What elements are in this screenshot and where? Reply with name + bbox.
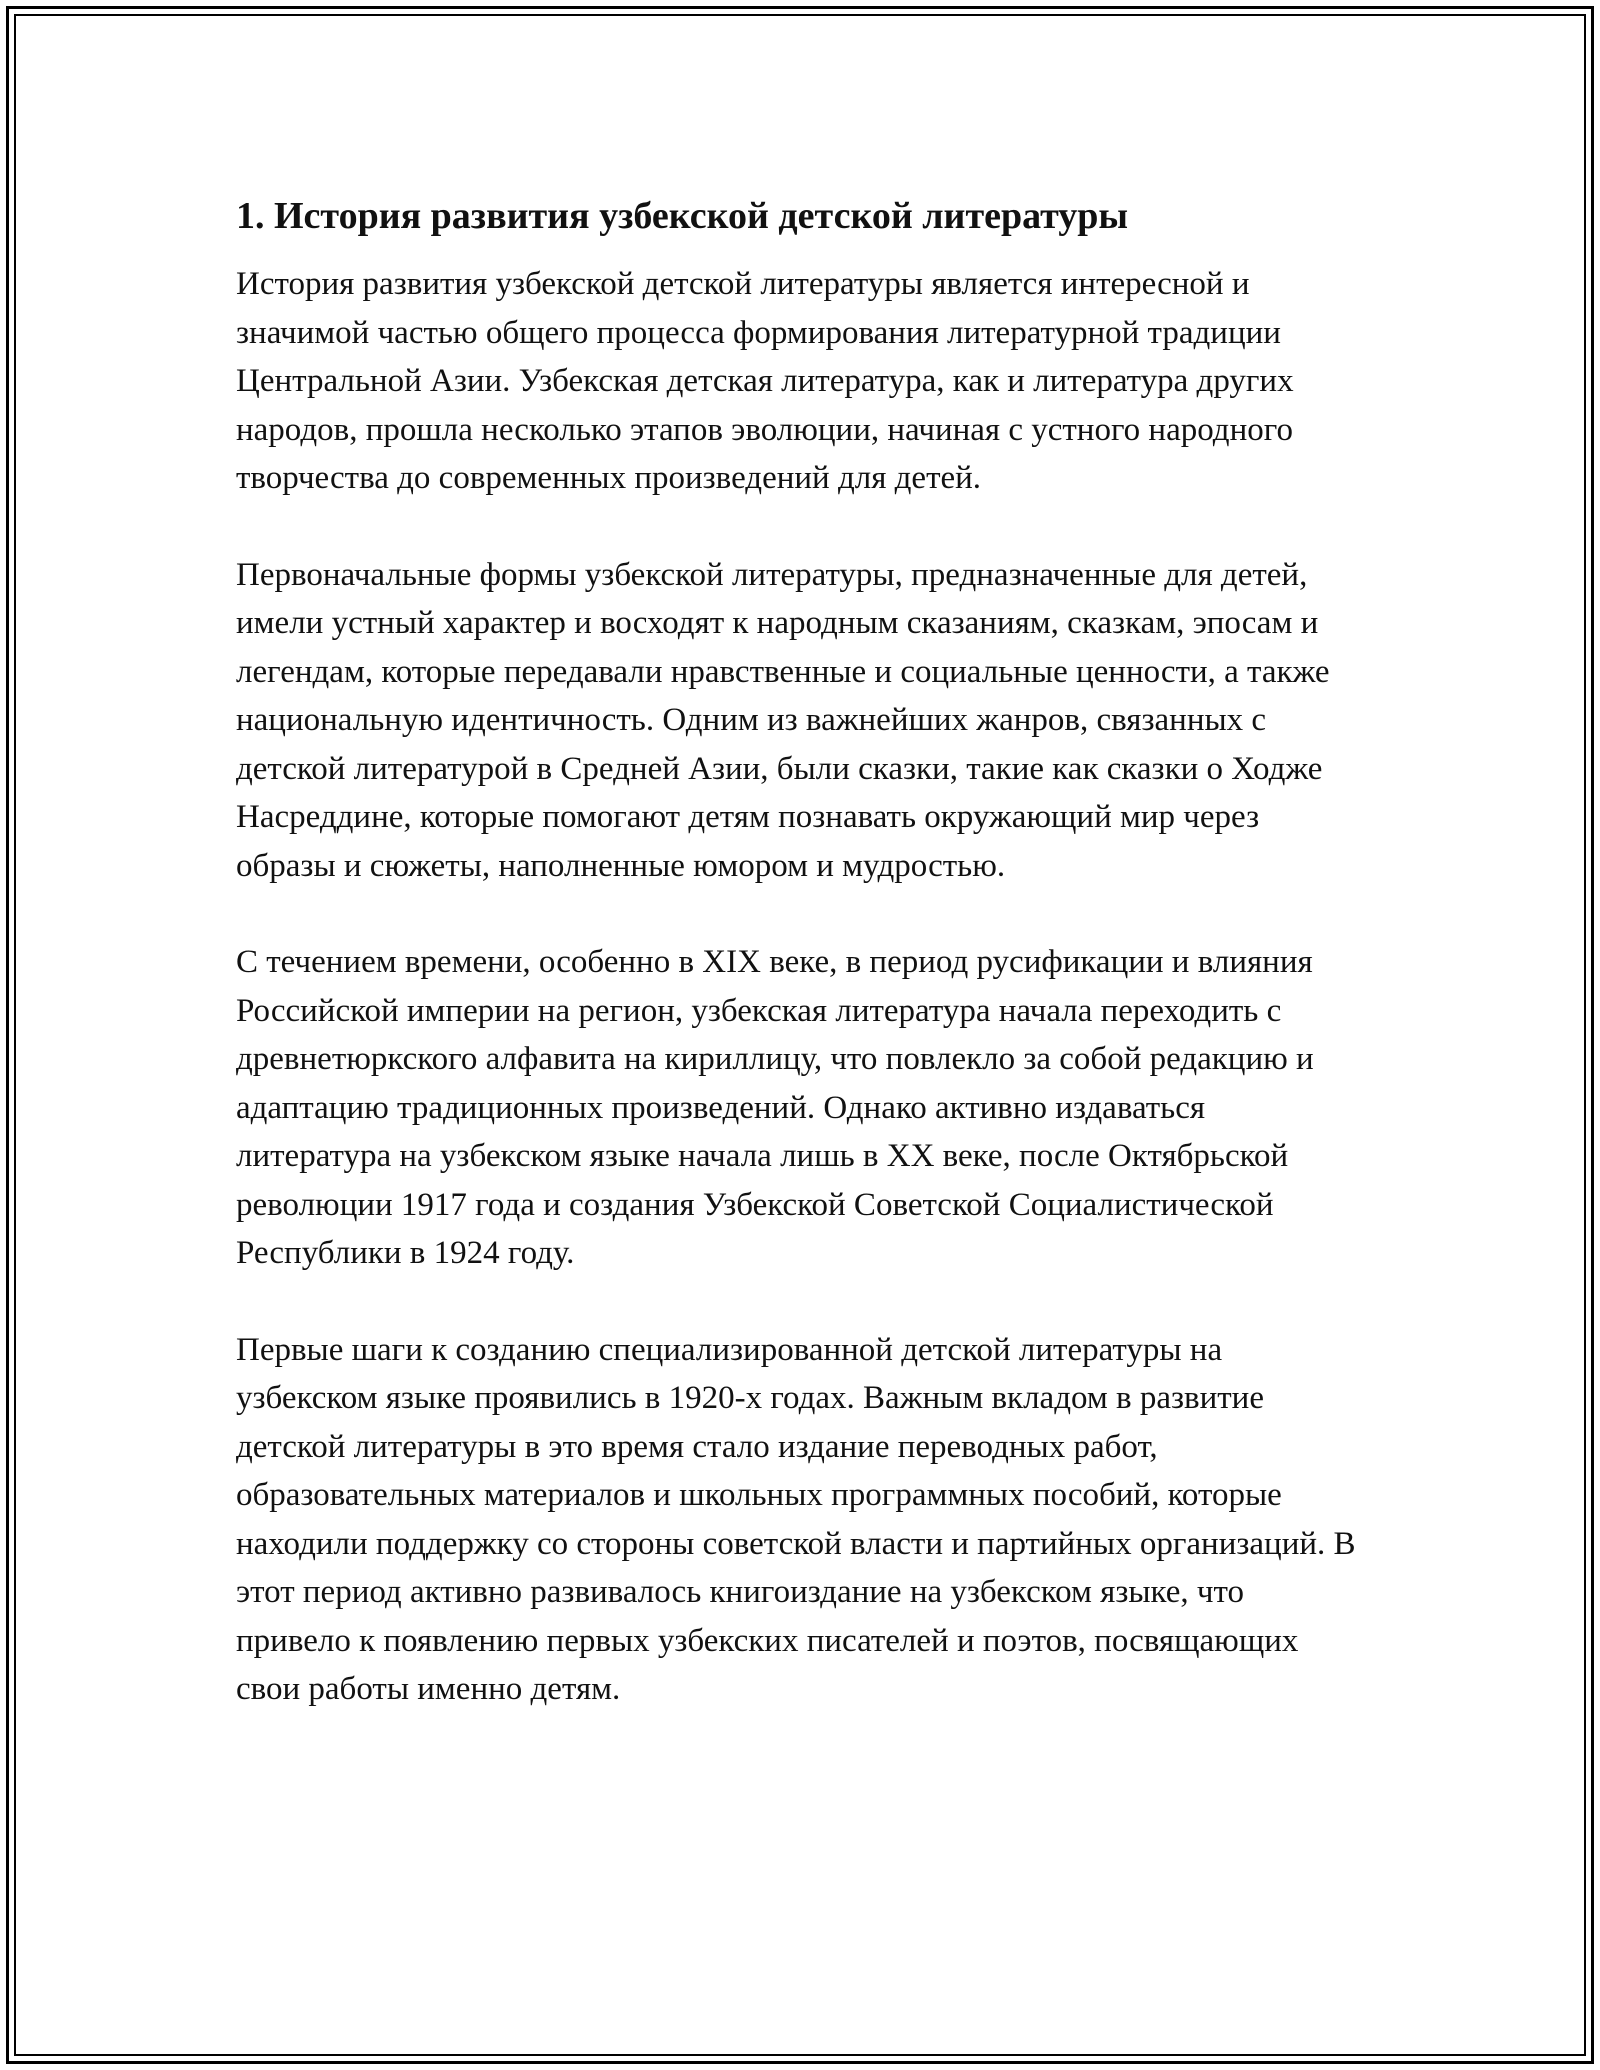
document-body [236, 186, 1366, 1762]
paragraph-3: С течением времени, особенно в XIX веке, в период русификации и влияния Российской империи на регион, узбекская литература начала переходить с древнетюркского алфавита на кириллицу, что повлекло за собой редакцию и адаптацию традиционных произведений. Однако активно издаваться литература на узбекском языке начала лишь в XX веке, после Октябрьской революции 1917 года и создания Узбекской Советской Социалистической Республики в 1924 году. [236, 944, 1314, 1271]
paragraph-2: Первоначальные формы узбекской литературы, предназначенные для детей, имели устный характер и восходят к народным сказаниям, сказкам, эпосам и легендам, которые передавали нравственные и социальные ценности, а также национальную идентичность. Одним из важнейших жанров, связанных с детской литературой в Средней Азии, были сказки, такие как сказки о Ходже Насреддине, которые помогают детям познавать окружающий мир через образы и сюжеты, наполненные юмором и мудростью. [236, 556, 1330, 884]
paragraph-4: Первые шаги к созданию специализированной детской литературы на узбекском языке проявились в 1920-х годах. Важным вкладом в развитие детской литературы в это время стало издание переводных работ, образовательных материалов и школьных программных пособий, которые находили поддержку со стороны советской власти и партийных организаций. В этот период активно развивалось книгоиздание на узбекском языке, что привело к появлению первых узбекских писателей и поэтов, посвящающих свои работы именно детям. [236, 1331, 1356, 1707]
section-heading: 1. История развития узбекской детской литературы [236, 195, 1129, 237]
paragraph-1: История развития узбекской детской литературы является интересной и значимой частью общего процесса формирования литературной традиции Центральной Азии. Узбекская детская литература, как и литература других народов, прошла несколько этапов эволюции, начиная с устного народного творчества до современных произведений для детей. [236, 266, 1294, 496]
